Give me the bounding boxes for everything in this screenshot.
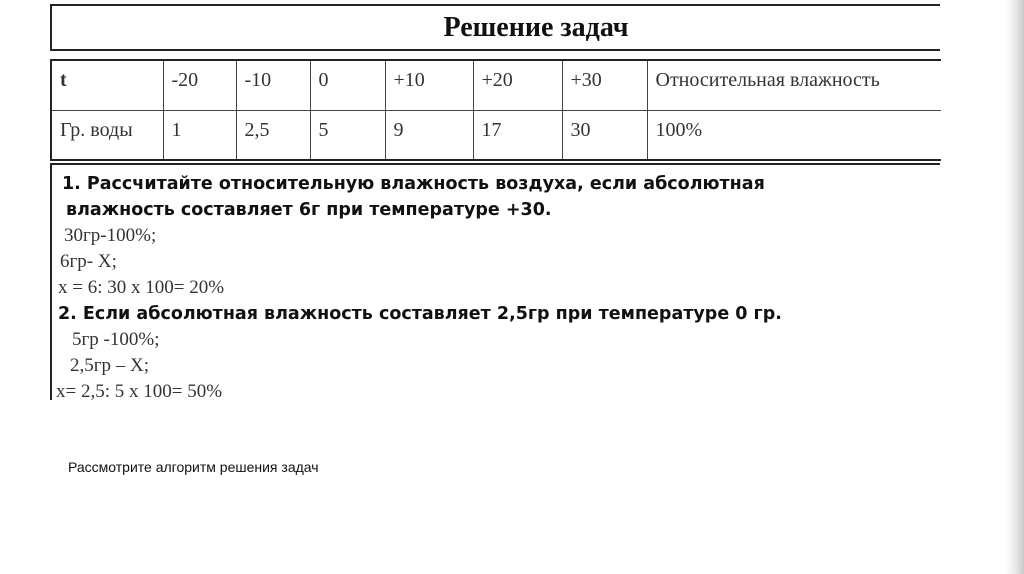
table-cell: +30 bbox=[562, 60, 647, 110]
table-cell: 1 bbox=[163, 110, 236, 160]
table-cell: -20 bbox=[163, 60, 236, 110]
task2-answer: х= 2,5: 5 х 100= 50% bbox=[56, 381, 223, 402]
task2-line1: 2. Если абсолютная влажность составляет 2,5гр при температуре 0 гр. bbox=[58, 304, 782, 324]
task2-step1: 5гр -100%; bbox=[72, 329, 160, 350]
page-title: Решение задач bbox=[443, 11, 629, 43]
humidity-table bbox=[50, 59, 941, 161]
table-cell: 9 bbox=[385, 110, 473, 160]
task1-line1: 1. Рассчитайте относительную влажность воздуха, если абсолютная bbox=[62, 174, 765, 194]
table-cell: +10 bbox=[385, 60, 473, 110]
table-cell: 5 bbox=[310, 110, 385, 160]
caption-text: Рассмотрите алгоритм решения задач bbox=[68, 459, 319, 475]
table-cell: +20 bbox=[473, 60, 562, 110]
task1-step1: 30гр-100%; bbox=[64, 225, 157, 246]
table-cell: 2,5 bbox=[236, 110, 310, 160]
table-cell: 30 bbox=[562, 110, 647, 160]
task2-step2: 2,5гр – Х; bbox=[70, 355, 150, 376]
task1-line2: влажность составляет 6г при температуре +30. bbox=[66, 200, 552, 220]
title-box bbox=[50, 4, 940, 51]
solution-block bbox=[50, 163, 940, 400]
table-cell: -10 bbox=[236, 60, 310, 110]
table-cell: 17 bbox=[473, 110, 562, 160]
table-cell: 0 bbox=[310, 60, 385, 110]
table-row bbox=[51, 60, 941, 110]
table-row bbox=[51, 110, 941, 160]
table-cell: Гр. воды bbox=[51, 110, 163, 160]
table-cell: Относительная влажность bbox=[647, 60, 941, 110]
task1-step2: 6гр- Х; bbox=[60, 251, 117, 272]
page-edge-shadow bbox=[1006, 0, 1024, 574]
table-cell: t bbox=[51, 60, 163, 110]
table-cell: 100% bbox=[647, 110, 941, 160]
task1-answer: х = 6: 30 х 100= 20% bbox=[58, 277, 225, 298]
